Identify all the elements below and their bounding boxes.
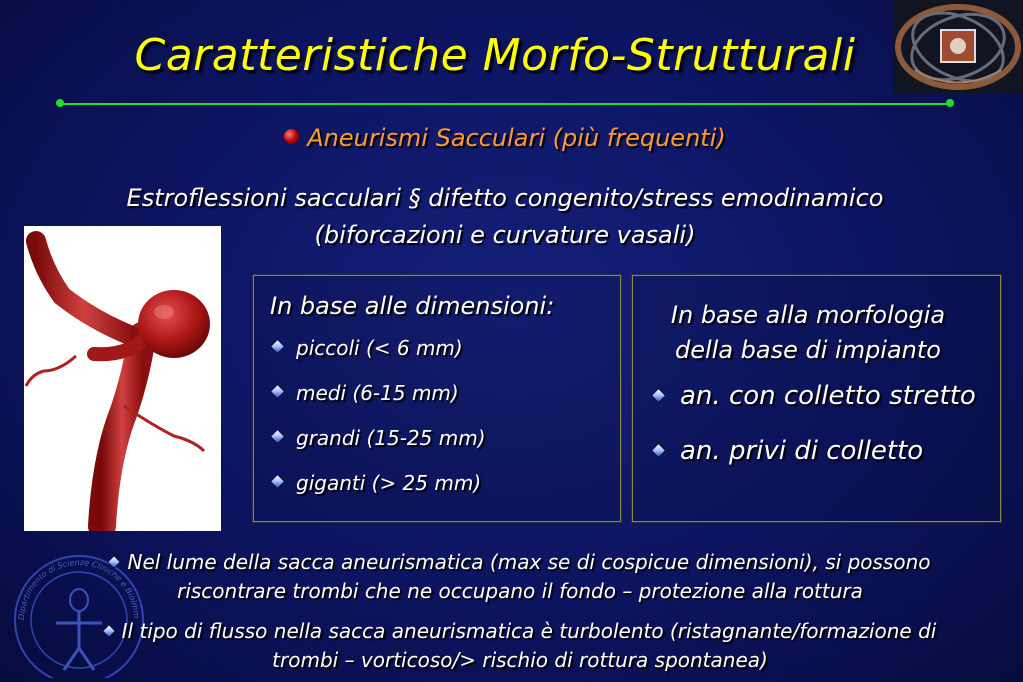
- intro-line-1: Estroflessioni sacculari § difetto congenito/stress emodinamico: [126, 184, 884, 212]
- size-list: [272, 336, 486, 516]
- size-classification-box: [253, 275, 621, 522]
- morphology-list: [653, 381, 976, 491]
- note-thrombi: [60, 548, 980, 606]
- aneurysm-illustration: [24, 226, 221, 531]
- subtitle-text: Aneurismi Sacculari (più frequenti): [307, 124, 726, 152]
- list-item-text: an. con colletto stretto: [680, 381, 976, 411]
- diamond-bullet-icon: [102, 624, 116, 638]
- note1-line-2: riscontrare trombi che ne occupano il fondo – protezione alla rottura: [177, 579, 863, 603]
- divider-right-dot: [946, 99, 954, 107]
- list-item-text: an. privi di colletto: [680, 436, 924, 466]
- note1-text: Nel lume della sacca aneurismatica (max se di cospicue dimensioni), si possono: [127, 550, 931, 574]
- note1-line-1: [60, 548, 980, 577]
- university-logo: [893, 0, 1023, 94]
- divider-left-dot: [56, 99, 64, 107]
- list-item: [272, 381, 486, 426]
- note-flow-type: [60, 617, 980, 675]
- slide-subtitle: [0, 124, 1010, 152]
- red-bullet-icon: [284, 129, 299, 144]
- note2-line-1: [60, 617, 980, 646]
- diamond-bullet-icon: [651, 388, 667, 404]
- diamond-bullet-icon: [270, 474, 286, 490]
- morphology-title-line-1: In base alla morfologia: [670, 301, 946, 329]
- diamond-bullet-icon: [270, 384, 286, 400]
- list-item-text: giganti (> 25 mm): [296, 471, 482, 495]
- list-item: [272, 426, 486, 471]
- morphology-title-line-2: della base di impianto: [674, 336, 941, 364]
- slide-title: Caratteristiche Morfo-Strutturali: [134, 30, 856, 81]
- diamond-bullet-icon: [270, 429, 286, 445]
- title-divider: [60, 103, 950, 105]
- diamond-bullet-icon: [107, 555, 121, 569]
- morphology-classification-box: [632, 275, 1001, 522]
- diamond-bullet-icon: [651, 443, 667, 459]
- list-item: [653, 381, 976, 436]
- list-item-text: medi (6-15 mm): [296, 381, 459, 405]
- seal-text: Dipartimento di Scienze Cliniche e Bioimm: [16, 557, 142, 621]
- size-box-title: In base alle dimensioni:: [270, 292, 555, 320]
- list-item: [272, 471, 486, 516]
- intro-line-2: (biforcazioni e curvature vasali): [314, 221, 696, 249]
- note2-text: Il tipo di flusso nella sacca aneurismatica è turbolento (ristagnante/formazione di: [121, 619, 937, 643]
- list-item-text: grandi (15-25 mm): [296, 426, 486, 450]
- note2-line-2: trombi – vorticoso/> rischio di rottura spontanea): [272, 648, 768, 672]
- morphology-box-title: [643, 298, 973, 368]
- diamond-bullet-icon: [270, 339, 286, 355]
- list-item-text: piccoli (< 6 mm): [296, 336, 463, 360]
- list-item: [272, 336, 486, 381]
- list-item: [653, 436, 976, 491]
